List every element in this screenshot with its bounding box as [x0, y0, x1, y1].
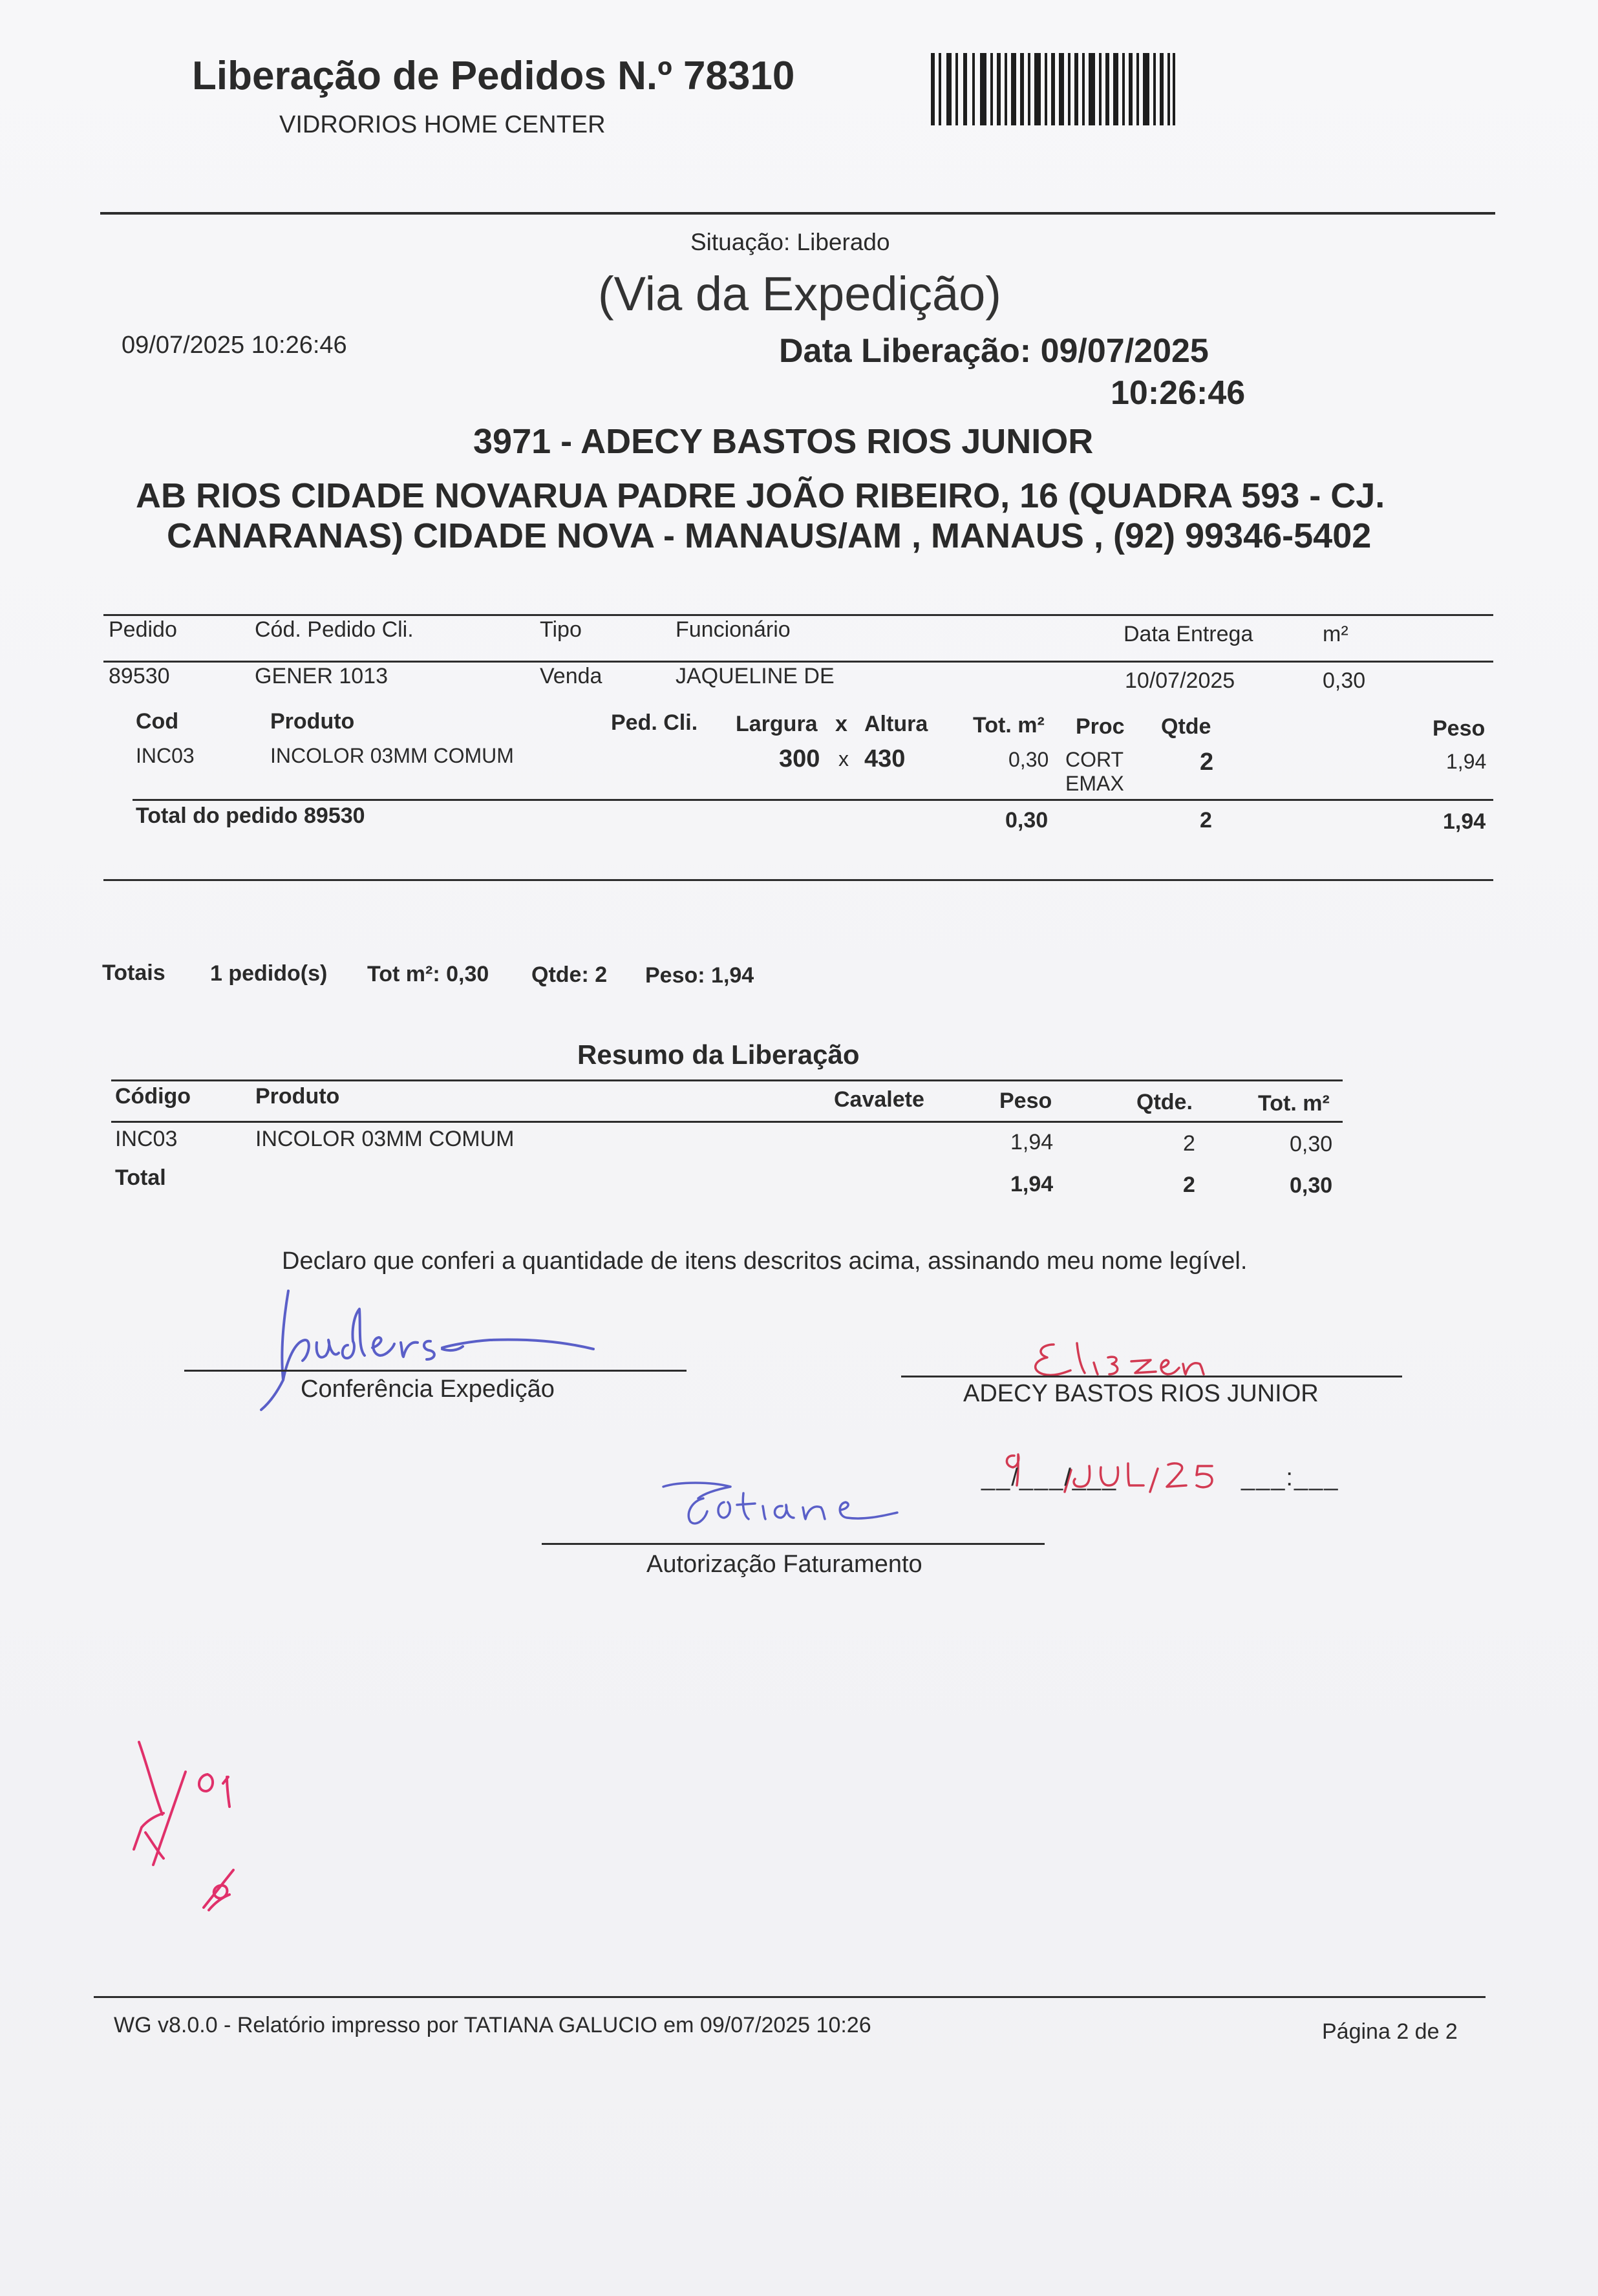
totals-tot-m2: Tot m²: 0,30 [367, 962, 489, 986]
totals-pedidos: 1 pedido(s) [210, 961, 328, 986]
order-total-label: Total do pedido 89530 [136, 803, 365, 828]
signature-label-conferencia: Conferência Expedição [301, 1376, 555, 1403]
col-cod: Cod [136, 709, 179, 734]
order-total-tot-m2: 0,30 [1005, 808, 1049, 833]
client-name: 3971 - ADECY BASTOS RIOS JUNIOR [473, 422, 1094, 461]
item-altura: 430 [864, 745, 906, 772]
item-proc-line1: CORT [1065, 748, 1124, 771]
handwritten-margin-note [126, 1736, 281, 1923]
summary-cell-codigo: INC03 [115, 1127, 178, 1151]
signature-label-cliente: ADECY BASTOS RIOS JUNIOR [963, 1380, 1319, 1407]
col-tot-m2: Tot. m² [973, 713, 1045, 738]
cell-pedido: 89530 [109, 664, 170, 688]
header-divider [100, 212, 1495, 215]
summary-col-tot-m2: Tot. m² [1258, 1091, 1330, 1116]
summary-col-codigo: Código [115, 1084, 191, 1109]
summary-col-produto: Produto [255, 1084, 340, 1109]
footer-divider [94, 1996, 1486, 1998]
col-altura: Altura [864, 712, 928, 736]
cell-cod-pedido-cli: GENER 1013 [255, 664, 388, 688]
release-time: 10:26:46 [1111, 374, 1246, 412]
totals-label: Totais [102, 961, 165, 985]
col-m2: m² [1323, 622, 1348, 646]
cell-funcionario: JAQUELINE DE [676, 664, 835, 688]
item-tot-m2: 0,30 [1008, 748, 1049, 771]
barcode [931, 53, 1175, 125]
col-peso: Peso [1433, 716, 1486, 741]
order-total-peso: 1,94 [1443, 809, 1486, 834]
copy-label: (Via da Expedição) [598, 267, 1001, 321]
signature-line-cliente [901, 1376, 1402, 1377]
item-x: x [838, 747, 849, 771]
order-table-header-rule [103, 661, 1493, 663]
col-x: x [835, 712, 847, 736]
summary-col-cavalete: Cavalete [834, 1087, 924, 1112]
cell-m2: 0,30 [1323, 668, 1366, 693]
summary-cell-produto: INCOLOR 03MM COMUM [255, 1127, 515, 1151]
order-table-bottom-rule [103, 879, 1493, 881]
order-total-rule [133, 799, 1493, 801]
print-datetime: 09/07/2025 10:26:46 [122, 332, 347, 359]
summary-title: Resumo da Liberação [577, 1039, 860, 1070]
col-qtde: Qtde [1161, 714, 1211, 739]
totals-peso: Peso: 1,94 [645, 963, 754, 988]
item-proc-line2: EMAX [1065, 772, 1124, 795]
footer-printed-by: WG v8.0.0 - Relatório impresso por TATIANA GALUCIO em 09/07/2025 10:26 [114, 2013, 871, 2037]
company-name: VIDRORIOS HOME CENTER [279, 111, 606, 138]
declaration-text: Declaro que conferi a quantidade de itens descritos acima, assinando meu nome legível. [282, 1248, 1248, 1275]
summary-total-qtde: 2 [1183, 1173, 1195, 1197]
signature-label-autorizacao: Autorização Faturamento [646, 1551, 922, 1578]
item-qtde: 2 [1200, 749, 1214, 776]
release-date: Data Liberação: 09/07/2025 [779, 332, 1209, 370]
document-title: Liberação de Pedidos N.º 78310 [192, 54, 795, 98]
order-total-qtde: 2 [1200, 808, 1212, 833]
signature-line-conferencia [184, 1370, 687, 1372]
summary-header-rule [111, 1121, 1343, 1123]
col-funcionario: Funcionário [676, 617, 791, 642]
col-ped-cli: Ped. Cli. [611, 710, 698, 735]
summary-cell-qtde: 2 [1183, 1131, 1195, 1156]
item-produto: INCOLOR 03MM COMUM [270, 744, 514, 767]
summary-top-rule [111, 1079, 1343, 1081]
client-address-line1: AB RIOS CIDADE NOVARUA PADRE JOÃO RIBEIRO, 16 (QUADRA 593 - CJ. [136, 476, 1385, 515]
col-tipo: Tipo [540, 617, 582, 642]
col-produto: Produto [270, 709, 355, 734]
summary-col-qtde: Qtde. [1136, 1090, 1193, 1114]
footer-page-number: Página 2 de 2 [1322, 2019, 1458, 2044]
summary-total-tot-m2: 0,30 [1290, 1173, 1333, 1198]
summary-cell-peso: 1,94 [1010, 1130, 1054, 1154]
time-slot: ___:___ [1241, 1464, 1339, 1491]
order-table-top-rule [103, 614, 1493, 616]
cell-data-entrega: 10/07/2025 [1125, 668, 1235, 693]
col-cod-pedido-cli: Cód. Pedido Cli. [255, 617, 414, 642]
summary-total-label: Total [115, 1165, 166, 1190]
col-largura: Largura [736, 712, 818, 736]
item-cod: INC03 [136, 744, 195, 767]
item-peso: 1,94 [1446, 750, 1487, 773]
client-address-line2: CANARANAS) CIDADE NOVA - MANAUS/AM , MANAUS , (92) 99346-5402 [167, 516, 1372, 555]
status-label: Situação: Liberado [690, 229, 890, 255]
col-proc: Proc [1076, 714, 1125, 739]
col-data-entrega: Data Entrega [1124, 622, 1253, 646]
signature-line-autorizacao [542, 1543, 1045, 1545]
totals-qtde: Qtde: 2 [531, 962, 608, 987]
summary-col-peso: Peso [999, 1089, 1052, 1113]
cell-tipo: Venda [540, 664, 602, 688]
summary-cell-tot-m2: 0,30 [1290, 1132, 1333, 1156]
handwritten-signature-autorizacao [653, 1475, 899, 1533]
col-pedido: Pedido [109, 617, 177, 642]
date-slots: __/___/___ [981, 1464, 1118, 1491]
item-largura: 300 [779, 745, 820, 772]
summary-total-peso: 1,94 [1010, 1172, 1054, 1196]
